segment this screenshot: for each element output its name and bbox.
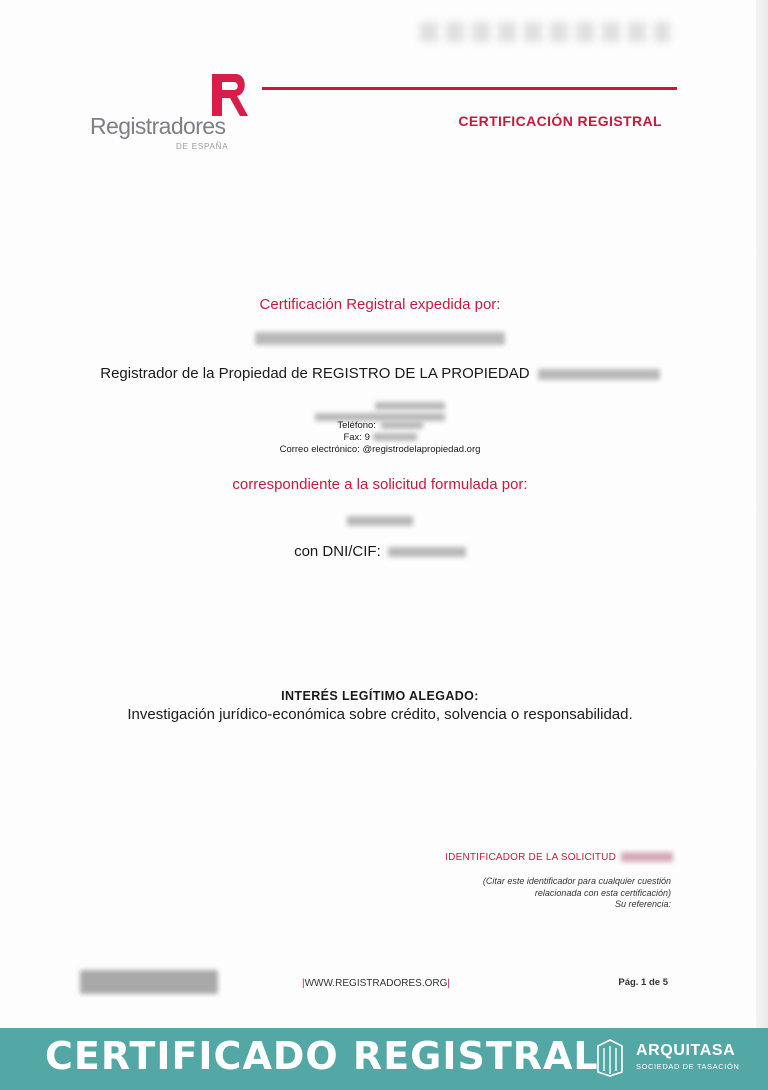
banner-title: CERTIFICADO REGISTRAL [45,1034,599,1078]
document-code-redacted [80,970,218,994]
email-label: Correo electrónico: [279,444,360,455]
registrar-line [0,365,760,382]
requester-name-redacted [0,512,760,530]
citation-note [483,876,671,911]
bleed-through-text [420,22,670,42]
footer-url-text: WWW.REGISTRADORES.ORG [304,978,448,989]
page-number: Pág. 1 de 5 [618,977,668,988]
cite-line-1: (Citar este identificador para cualquier cuestión [482,876,671,886]
email-line [0,444,760,456]
phone-label: Teléfono: [337,420,376,431]
brand-name: ARQUITASA [636,1042,736,1059]
registrar-name-redacted [0,330,760,348]
registry-location-redacted [538,369,660,380]
issued-by-label: Certificación Registral expedida por: [259,296,501,313]
interest-text: Investigación jurídico-económica sobre crédito, solvencia o responsabilidad. [127,706,633,723]
request-id-label: IDENTIFICADOR DE LA SOLICITUD [445,852,617,863]
bottom-banner [0,1028,768,1090]
registradores-logo-icon [210,72,250,118]
interest-title: INTERÉS LEGÍTIMO ALEGADO: [281,689,479,703]
header-rule [262,87,677,90]
request-identifier [445,852,673,863]
request-id-redacted [621,852,673,862]
dni-line [0,543,760,560]
cite-line-2: relacionada con esta certificación) [534,887,671,898]
phone-redacted [381,421,423,429]
requested-by-label: correspondiente a la solicitud formulada por: [232,476,528,493]
dni-redacted [388,547,466,557]
fax-redacted [373,433,417,441]
contact-block [0,420,760,456]
footer-bar-left: | [302,978,305,989]
footer-bar-right: | [447,978,450,989]
email-domain: @registrodelapropiedad.org [362,444,481,455]
reference-label: Su referencia: [614,899,671,909]
registrar-line-text: Registrador de la Propiedad de REGISTRO DE LA PROPIEDAD [100,365,530,382]
brand-subtitle: SOCIEDAD DE TASACIÓN [636,1062,740,1071]
footer-url[interactable] [302,978,450,989]
phone-line [0,420,760,432]
dni-label: con DNI/CIF: [294,543,381,560]
arquitasa-logo-icon [596,1038,624,1078]
fax-line [0,432,760,444]
certificate-title: CERTIFICACIÓN REGISTRAL [458,113,662,129]
logo-subtitle: DE ESPAÑA [176,142,229,151]
logo-text: Registradores [90,113,226,139]
fax-label: Fax: 9 [343,432,370,443]
